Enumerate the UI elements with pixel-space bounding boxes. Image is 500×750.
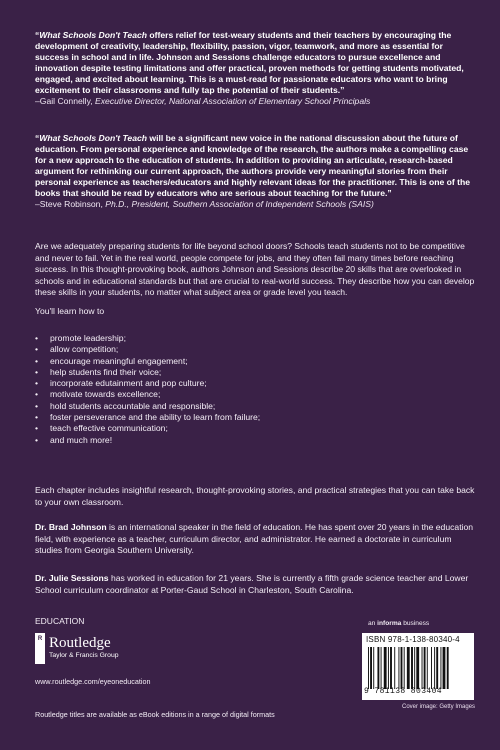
routledge-mark-icon: R	[35, 633, 45, 664]
list-item: • incorporate edutainment and pop culture;	[35, 378, 475, 389]
isbn-barcode	[362, 633, 474, 700]
endorsement-quote-1	[35, 30, 475, 107]
author-name: Dr. Brad Johnson	[35, 522, 107, 532]
quote-attribution: –Steve Robinson, Ph.D., President, Southern Association of Independent Schools (SAIS)	[35, 199, 374, 209]
quote-text: will be a significant new voice in the national discussion about the future of education. From personal experience and knowledge of the research, the authors make a compelling case for a new approach to the education of students. In addition to providing an articulate, research-based argument for rethinking our current approach, the authors provide very meaningful stories from their personal experience as teachers/educators and highly relevant ideas for the practitioner. This is one of the books that should be read by educators who are serious about teaching for the future.”	[35, 133, 471, 198]
book-category: EDUCATION	[35, 616, 85, 626]
barcode-icon	[366, 647, 470, 689]
open-quote-mark: “	[35, 30, 40, 40]
cover-image-credit: Cover image: Getty Images	[402, 704, 476, 710]
list-item: • teach effective communication;	[35, 423, 475, 434]
chapter-paragraph: Each chapter includes insightful research, thought-provoking stories, and practical strategies that you can take back to your own classroom.	[35, 485, 475, 507]
list-item: • allow competition;	[35, 344, 475, 355]
author-bio-2	[35, 573, 475, 596]
list-item: • help students find their voice;	[35, 367, 475, 378]
informa-business-label: an informa business	[368, 620, 430, 627]
list-item: • promote leadership;	[35, 333, 475, 344]
barcode-number: 9 781138 803404	[364, 687, 443, 696]
list-item: • foster perseverance and the ability to learn from failure;	[35, 412, 475, 423]
list-item: • hold students accountable and responsible;	[35, 401, 475, 412]
author-name: Dr. Julie Sessions	[35, 573, 109, 583]
open-quote-mark: “	[35, 133, 40, 143]
publisher-tagline: Taylor & Francis Group	[49, 652, 119, 659]
isbn-text: ISBN 978-1-138-80340-4	[366, 635, 460, 644]
publisher-name: Routledge	[49, 635, 111, 651]
learn-list	[35, 333, 475, 446]
author-bio-1	[35, 522, 475, 557]
quote-book-title: What Schools Don't Teach	[39, 133, 148, 143]
ebook-note: Routledge titles are available as eBook editions in a range of digital formats	[35, 710, 275, 719]
intro-paragraph: Are we adequately preparing students for life beyond school doors? Schools teach students not to be competitive and never to fail. Yet in the real world, people compete for jobs, and they often fail many times before reaching success. In this thought-provoking book, authors Johnson and Sessions describe 20 skills that are overlooked in schools and in educational standards but that are crucial to real-world success. They describe how you can develop these skills in your students, no matter what subject area or grade level you teach.	[35, 241, 475, 297]
list-item: • motivate towards excellence;	[35, 389, 475, 400]
publisher-logo	[35, 633, 175, 669]
quote-text: offers relief for test-weary students and their teachers by encouraging the development of creativity, leadership, flexibility, passion, vigor, teamwork, and more as essential for success in school and in life. Johnson and Sessions challenge educators to pursue excellence and innovation despite testing limitations and offer practical, proven methods for getting students motivated, engaged, and excited about learning. This is a must-read for passionate educators who want to bring excitement to their classrooms and fully tap the potential of their students.”	[35, 30, 464, 95]
list-item: • encourage meaningful engagement;	[35, 356, 475, 367]
quote-attribution: –Gail Connelly, Executive Director, National Association of Elementary School Principals	[35, 96, 371, 106]
list-item: • and much more!	[35, 435, 475, 446]
author-bio-text: has worked in education for 21 years. She is currently a fifth grade science teacher and Lower School curriculum coordinator at Porter-Gaud School in Charleston, South Carolina.	[35, 573, 469, 595]
quote-book-title: What Schools Don't Teach	[39, 30, 148, 40]
author-bio-text: is an international speaker in the field of education. He has spent over 20 years in the education field, with experience as a teacher, curriculum director, and administrator. He earned a doctorate in curriculum studies from Georgia Southern University.	[35, 522, 474, 555]
publisher-url[interactable]: www.routledge.com/eyeoneducation	[35, 677, 151, 686]
learn-heading: You'll learn how to	[35, 306, 105, 316]
endorsement-quote-2	[35, 133, 475, 210]
